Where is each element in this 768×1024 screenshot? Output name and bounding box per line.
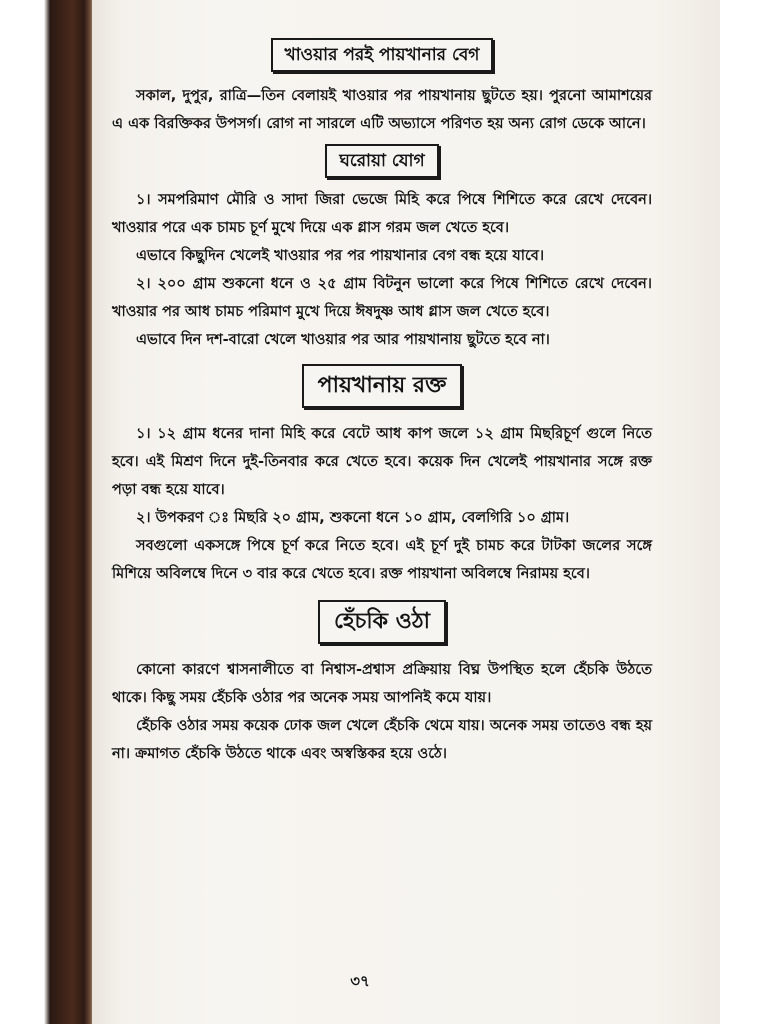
section-heading-wrap [112, 144, 652, 178]
blood-paragraph-1: ১। ১২ গ্রাম ধনের দানা মিহি করে বেটে আধ কাপ জলে ১২ গ্রাম মিছরিচূর্ণ গুলে নিতে হবে। এই মিশ্রণ দিনে দুই-তিনবার করে খেতে হবে। কয়েক দিন খেলেই পায়খানার সঙ্গে রক্ত পড়া বন্ধ হয়ে যাবে। [112, 426, 652, 498]
remedy-paragraph-4: এভাবে দিন দশ-বারো খেলে খাওয়ার পর আর পায়খানায় ছুটতে হবে না। [136, 332, 550, 348]
heading-hiccup: হেঁচকি ওঠা [318, 600, 446, 644]
list-number: ২। [136, 510, 156, 526]
intro-paragraph: সকাল, দুপুর, রাত্রি—তিন বেলায়ই খাওয়ার পর পায়খানায় ছুটতে হয়। পুরনো আমাশয়ের এ এক বিরক্তিকর উপসর্গ। রোগ না সারলে এটি অভ্যাসে পরিণত হয় অন্য রোগ ডেকে আনে। [112, 88, 652, 132]
section-heading-wrap [112, 600, 652, 644]
blood-paragraph-2 [112, 504, 652, 532]
hiccup-paragraph-1: কোনো কারণে শ্বাসনালীতে বা নিশ্বাস-প্রশ্বাস প্রক্রিয়ায় বিঘ্ন উপস্থিত হলে হেঁচকি উঠতে থাকে। কিছু সময় হেঁচকি ওঠার পর অনেক সময় আপনিই কমে যায়। [112, 662, 652, 706]
ingredients-text: মিছরি ২০ গ্রাম, শুকনো ধনে ১০ গ্রাম, বেলগিরি ১০ গ্রাম। [229, 510, 570, 526]
ingredients-label: উপকরণ ঃ [155, 510, 230, 526]
remedy-paragraph-3: ২। ২০০ গ্রাম শুকনো ধনে ও ২৫ গ্রাম বিটনুন ভালো করে পিষে শিশিতে রেখে দেবেন। খাওয়ার পর আধ চামচ পরিমাণ মুখে দিয়ে ঈষদুষ্ণ আধ গ্লাস জল খেতে হবে। [112, 276, 652, 320]
section-heading-wrap [112, 364, 652, 408]
remedy-paragraph-1: ১। সমপরিমাণ মৌরি ও সাদা জিরা ভেজে মিহি করে পিষে শিশিতে করে রেখে দেবেন। খাওয়ার পরে এক চামচ চূর্ণ মুখে দিয়ে এক গ্লাস গরম জল খেতে হবে। [112, 192, 652, 236]
heading-blood-in-stool: পায়খানায় রক্ত [302, 364, 463, 408]
blood-paragraph-3: সবগুলো একসঙ্গে পিষে চূর্ণ করে নিতে হবে। এই চূর্ণ দুই চামচ করে টাটকা জলের সঙ্গে মিশিয়ে অবিলম্বে দিনে ৩ বার করে খেতে হবে। রক্ত পায়খানা অবিলম্বে নিরাময় হবে। [112, 538, 652, 582]
heading-home-remedy: ঘরোয়া যোগ [325, 144, 438, 178]
section-heading-wrap [112, 38, 652, 72]
heading-after-meal-urge: খাওয়ার পরই পায়খানার বেগ [271, 38, 494, 72]
remedy-paragraph-2: এভাবে কিছুদিন খেলেই খাওয়ার পর পর পায়খানার বেগ বন্ধ হয়ে যাবে। [136, 248, 545, 264]
page-number: ৩৭ [350, 972, 370, 990]
hiccup-paragraph-2: হেঁচকি ওঠার সময় কয়েক ঢোক জল খেলে হেঁচকি থেমে যায়। অনেক সময় তাতেও বন্ধ হয় না। ক্রমাগত হেঁচকি উঠতে থাকে এবং অস্বস্তিকর হয়ে ওঠে। [112, 718, 652, 762]
book-spine [0, 0, 92, 1024]
page-margin [720, 0, 768, 1024]
page-content [112, 38, 652, 768]
